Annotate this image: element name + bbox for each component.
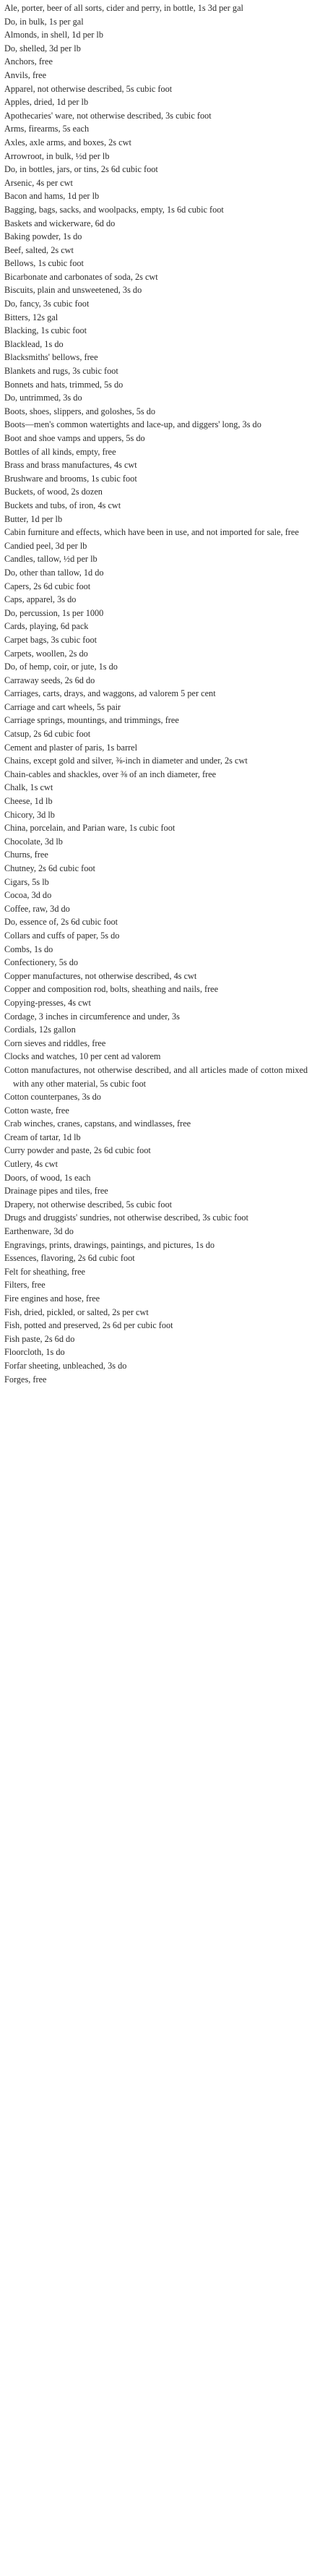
tariff-entry: Blacklead, 1s do [4,338,64,349]
tariff-entry: Beef, salted, 2s cwt [4,244,74,255]
tariff-entry: Carriage springs, mountings, and trimmings, free [4,715,179,726]
tariff-entry: Fish, potted and preserved, 2s 6d per cubic foot [4,1320,173,1331]
tariff-entry: Copper manufactures, not otherwise described, 4s cwt [4,970,197,981]
tariff-entry: Almonds, in shell, 1d per lb [4,30,103,40]
tariff-entry: Fire engines and hose, free [4,1293,100,1304]
tariff-entry: Cocoa, 3d do [4,890,52,901]
tariff-entry: China, porcelain, and Parian ware, 1s cubic foot [4,823,176,834]
tariff-entry: Arsenic, 4s per cwt [4,177,73,188]
tariff-entry: Doors, of wood, 1s each [4,1172,91,1183]
tariff-entry: Cotton waste, free [4,1105,69,1116]
tariff-entry: Earthenware, 3d do [4,1226,74,1237]
tariff-entry: Drugs and druggists' sundries, not otherwise described, 3s cubic foot [4,1212,248,1223]
tariff-entry: Arrowroot, in bulk, ½d per lb [4,150,110,161]
tariff-entry: Buckets, of wood, 2s dozen [4,487,103,497]
tariff-entry: Cutlery, 4s cwt [4,1159,58,1170]
tariff-entry: Chalk, 1s cwt [4,782,53,793]
tariff-entry: Butter, 1d per lb [4,513,63,524]
tariff-entry: Anchors, free [4,56,53,67]
tariff-entry: Arms, firearms, 5s each [4,124,90,134]
tariff-entry: Combs, 1s do [4,943,53,954]
tariff-entry: Forfar sheeting, unbleached, 3s do [4,1360,127,1371]
tariff-entry: Apparel, not otherwise described, 5s cubic foot [4,83,173,94]
tariff-entry: Cards, playing, 6d pack [4,621,89,632]
tariff-entry: Fish, dried, pickled, or salted, 2s per cwt [4,1306,149,1317]
tariff-entry: Blacking, 1s cubic foot [4,325,87,336]
tariff-entry: Chain-cables and shackles, over ⅜ of an inch diameter, free [4,769,217,779]
tariff-entry: Caps, apparel, 3s do [4,594,77,605]
tariff-entry: Cement and plaster of paris, 1s barrel [4,742,138,753]
tariff-entry: Cotton counterpanes, 3s do [4,1092,101,1103]
tariff-entry: Axles, axle arms, and boxes, 2s cwt [4,137,131,147]
tariff-entries [4,1,308,1386]
tariff-entry: Do, of hemp, coir, or jute, 1s do [4,662,118,672]
tariff-entry: Felt for sheathing, free [4,1266,85,1277]
tariff-entry: Baking powder, 1s do [4,231,82,242]
tariff-entry: Anvils, free [4,69,47,80]
tariff-entry: Ale, porter, beer of all sorts, cider and perry, in bottle, 1s 3d per gal [4,3,243,13]
tariff-entry: Carriages, carts, drays, and waggons, ad valorem 5 per cent [4,688,216,699]
tariff-entry: Carpets, woollen, 2s do [4,648,88,659]
tariff-entry: Biscuits, plain and unsweetened, 3s do [4,285,142,296]
tariff-entry: Clocks and watches, 10 per cent ad valorem [4,1051,161,1062]
tariff-entry: Do, in bulk, 1s per gal [4,16,84,27]
tariff-entry: Cheese, 1d lb [4,796,53,807]
tariff-entry: Forges, free [4,1374,47,1385]
tariff-entry: Do, essence of, 2s 6d cubic foot [4,917,118,928]
tariff-entry: Brushware and brooms, 1s cubic foot [4,473,137,484]
tariff-entry: Bagging, bags, sacks, and woolpacks, empty, 1s 6d cubic foot [4,204,224,215]
tariff-entry: Carriage and cart wheels, 5s pair [4,701,121,712]
tariff-entry: Confectionery, 5s do [4,957,78,968]
tariff-entry: Carpet bags, 3s cubic foot [4,634,98,645]
tariff-entry: Brass and brass manufactures, 4s cwt [4,460,137,471]
tariff-entry: Bicarbonate and carbonates of soda, 2s cwt [4,271,158,282]
tariff-entry: Engravings, prints, drawings, paintings, and pictures, 1s do [4,1239,214,1250]
tariff-entry: Cream of tartar, 1d lb [4,1131,81,1142]
tariff-entry: Do, untrimmed, 3s do [4,393,82,403]
tariff-entry: Churns, free [4,850,48,860]
tariff-entry: Essences, flavoring, 2s 6d cubic foot [4,1253,135,1264]
tariff-entry: Crab winches, cranes, capstans, and windlasses, free [4,1118,191,1129]
tariff-entry: Cigars, 5s lb [4,876,49,887]
tariff-entry: Boots, shoes, slippers, and goloshes, 5s do [4,406,156,416]
tariff-entry: Cotton manufactures, not otherwise described, and all articles made of cotton mixed with any other material, 5s cubic foot [4,1064,308,1089]
tariff-entry: Do, in bottles, jars, or tins, 2s 6d cubic foot [4,164,158,175]
tariff-entry: Cordials, 12s gallon [4,1024,76,1035]
tariff-entry: Bonnets and hats, trimmed, 5s do [4,379,124,390]
tariff-entry: Cabin furniture and effects, which have been in use, and not imported for sale, free [4,527,299,538]
tariff-entry: Cordage, 3 inches in circumference and under, 3s [4,1011,180,1022]
tariff-entry: Copper and composition rod, bolts, sheathing and nails, free [4,984,219,995]
tariff-entry: Do, fancy, 3s cubic foot [4,299,90,309]
tariff-entry: Filters, free [4,1280,46,1291]
tariff-entry: Corn sieves and riddles, free [4,1037,106,1048]
tariff-entry: Do, percussion, 1s per 1000 [4,607,104,618]
tariff-entry: Baskets and wickerware, 6d do [4,218,116,228]
tariff-entry: Candles, tallow, ½d per lb [4,554,98,565]
tariff-entry: Collars and cuffs of paper, 5s do [4,930,120,941]
tariff-entry: Apothecaries' ware, not otherwise described, 3s cubic foot [4,110,212,121]
tariff-entry: Blacksmiths' bellows, free [4,352,98,363]
tariff-entry: Blankets and rugs, 3s cubic foot [4,366,118,377]
tariff-entry: Floorcloth, 1s do [4,1347,65,1358]
tariff-entry: Drapery, not otherwise described, 5s cubic foot [4,1199,173,1210]
tariff-entry: Copying-presses, 4s cwt [4,997,91,1008]
tariff-entry: Candied peel, 3d per lb [4,540,87,551]
tariff-entry: Capers, 2s 6d cubic foot [4,581,91,591]
tariff-entry: Drainage pipes and tiles, free [4,1186,108,1197]
tariff-entry: Bellows, 1s cubic foot [4,258,84,269]
tariff-entry: Chocolate, 3d lb [4,836,63,847]
tariff-entry: Fish paste, 2s 6d do [4,1333,75,1344]
tariff-entry: Bacon and hams, 1d per lb [4,191,100,202]
tariff-entry: Boots—men's common watertights and lace-up, and diggers' long, 3s do [4,419,261,430]
tariff-entry: Bitters, 12s gal [4,312,58,322]
tariff-entry: Carraway seeds, 2s 6d do [4,675,95,685]
tariff-entry: Chutney, 2s 6d cubic foot [4,863,95,873]
tariff-entry: Do, other than tallow, 1d do [4,567,104,578]
tariff-entry: Curry powder and paste, 2s 6d cubic foot [4,1145,151,1156]
tariff-entry: Boot and shoe vamps and uppers, 5s do [4,433,145,443]
tariff-entry: Coffee, raw, 3d do [4,903,70,914]
tariff-entry: Bottles of all kinds, empty, free [4,446,116,457]
tariff-entry: Buckets and tubs, of iron, 4s cwt [4,500,121,510]
tariff-entry: Chains, except gold and silver, ⅜-inch in diameter and under, 2s cwt [4,756,248,766]
tariff-entry: Catsup, 2s 6d cubic foot [4,729,91,740]
tariff-entry: Apples, dried, 1d per lb [4,97,89,108]
tariff-entry: Do, shelled, 3d per lb [4,43,81,54]
tariff-entry: Chicory, 3d lb [4,809,55,820]
